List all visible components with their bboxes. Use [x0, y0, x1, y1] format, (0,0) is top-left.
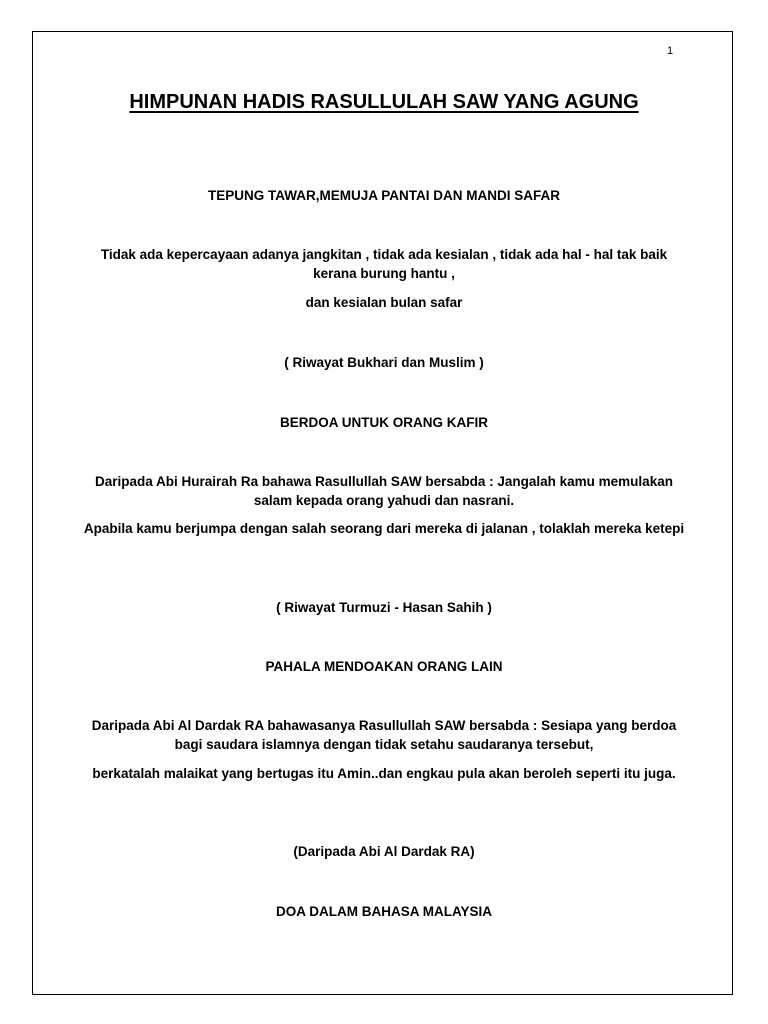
section-source: ( Riwayat Turmuzi - Hasan Sahih )	[276, 600, 492, 615]
section-source: ( Riwayat Bukhari dan Muslim )	[284, 355, 484, 370]
section-paragraph: Apabila kamu berjumpa dengan salah seorang dari mereka di jalanan , tolaklah mereka ketepi	[83, 521, 685, 536]
section-paragraph: dan kesialan bulan safar	[305, 295, 463, 310]
document-title: HIMPUNAN HADIS RASULLULAH SAW YANG AGUNG	[129, 91, 639, 113]
section-paragraph: Daripada Abi Hurairah Ra bahawa Rasullullah SAW bersabda : Jangalah kamu memulakan salam kepada orang yahudi dan nasrani.	[95, 474, 673, 508]
section-paragraph: berkatalah malaikat yang bertugas itu Amin..dan engkau pula akan beroleh seperti itu juga.	[92, 766, 676, 781]
section-paragraph: Daripada Abi Al Dardak RA bahawasanya Rasullullah SAW bersabda : Sesiapa yang berdoa bagi saudara islamnya dengan tidak setahu saudaranya tersebut,	[91, 718, 677, 752]
section-heading-tepung-tawar: TEPUNG TAWAR,MEMUJA PANTAI DAN MANDI SAFAR	[208, 188, 560, 203]
section-paragraph: Tidak ada kepercayaan adanya jangkitan , tidak ada kesialan , tidak ada hal - hal tak baik kerana burung hantu ,	[100, 247, 668, 281]
section-heading-pahala: PAHALA MENDOAKAN ORANG LAIN	[265, 659, 503, 674]
page-number: 1	[666, 45, 674, 57]
section-source: (Daripada Abi Al Dardak RA)	[293, 844, 475, 859]
section-heading-doa: DOA DALAM BAHASA MALAYSIA	[276, 904, 492, 919]
section-heading-berdoa: BERDOA UNTUK ORANG KAFIR	[280, 415, 488, 430]
